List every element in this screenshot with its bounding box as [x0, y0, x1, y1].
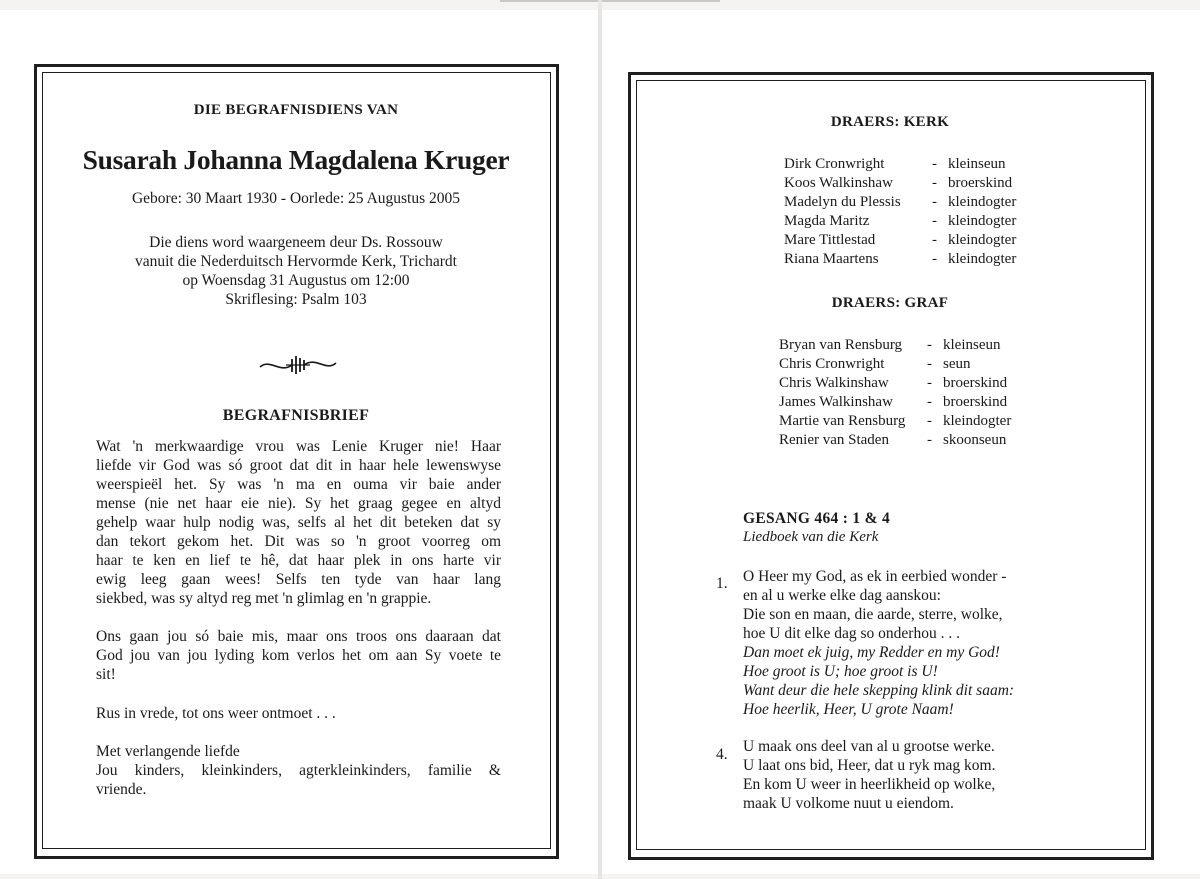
bearer-relation: - seun: [927, 355, 971, 374]
hymn-source: Liedboek van die Kerk: [743, 529, 879, 545]
bearer-relation: - broerskind: [927, 374, 1007, 393]
bearer-name: Koos Walkinshaw: [784, 175, 893, 191]
bearer-row: [784, 250, 1104, 269]
bearer-relation: - kleinseun: [927, 336, 1001, 355]
bearer-row: [779, 412, 1109, 431]
scan-edge-line: [500, 0, 720, 2]
right-page: [602, 10, 1200, 874]
verse-line: en al u werke elke dag aanskou:: [743, 587, 941, 604]
birth-death-dates: Gebore: 30 Maart 1930 - Oorlede: 25 Augustus 2005: [131, 190, 461, 207]
service-line: vanuit die Nederduitsch Hervormde Kerk, Trichardt: [135, 253, 457, 270]
closing-line: Jou kinders, kleinkinders, agterkleinkinders, familie &: [96, 762, 501, 779]
verse-line: O Heer my God, as ek in eerbied wonder -: [743, 568, 1007, 585]
service-line: Die diens word waargeneem deur Ds. Rossouw: [149, 234, 443, 251]
grave-bearers-list: [779, 336, 1109, 450]
bearer-name: Chris Cronwright: [779, 356, 885, 372]
church-bearers-heading: DRAERS: KERK: [830, 114, 950, 130]
bearer-row: [779, 355, 1109, 374]
bearer-row: [779, 336, 1109, 355]
letter-closing: [96, 742, 501, 799]
letter-line: ewig leeg gaan wees! Selfs ten tyde van haar lang: [96, 571, 501, 588]
letter-line: haar te ken en lief te hê, dat haar plek in ons harte vir: [96, 552, 501, 569]
bearer-relation: - kleindogter: [932, 250, 1016, 269]
bearer-relation: - kleinseun: [932, 155, 1006, 174]
service-details: [46, 233, 546, 309]
letter-line: liefde vir God was só groot dat dit in haar hele lewenswyse: [96, 457, 501, 474]
bearer-name: Dirk Cronwright: [784, 156, 885, 172]
bearer-row: [784, 193, 1104, 212]
service-line: op Woensdag 31 Augustus om 12:00: [182, 272, 410, 289]
bearer-name: James Walkinshaw: [779, 394, 893, 410]
bearer-name: Mare Tittlestad: [784, 232, 876, 248]
letter-line: siekbed, was sy altyd reg met 'n glimlag en 'n grappie.: [96, 590, 432, 607]
verse-line: Die son en maan, die aarde, sterre, wolke,: [743, 606, 1003, 623]
ornament-flourish-icon: [256, 352, 340, 376]
chorus-line: Hoe heerlik, Heer, U grote Naam!: [743, 701, 954, 718]
bearer-name: Renier van Staden: [779, 432, 889, 448]
bearer-name: Bryan van Rensburg: [779, 337, 903, 353]
chorus-line: Dan moet ek juig, my Redder en my God!: [743, 644, 1000, 661]
letter-line: sit!: [96, 666, 116, 683]
bearer-relation: - broerskind: [932, 174, 1012, 193]
verse-line: maak U volkome nuut u eiendom.: [743, 795, 954, 812]
left-page: [0, 10, 598, 874]
letter-heading: BEGRAFNISBRIEF: [222, 407, 370, 424]
church-bearers-list: [784, 155, 1104, 269]
letter-paragraph-1: [96, 437, 501, 608]
letter-line: mense (nie net haar eie nie). Sy het graag gegee en altyd: [96, 495, 501, 512]
service-line: Skriflesing: Psalm 103: [225, 291, 367, 308]
bearer-relation: - kleindogter: [932, 193, 1016, 212]
grave-bearers-heading: DRAERS: GRAF: [831, 295, 949, 311]
bearer-relation: - kleindogter: [927, 412, 1011, 431]
bearer-row: [784, 174, 1104, 193]
chorus-line: Want deur die hele skepping klink dit saam:: [743, 682, 1015, 699]
letter-line: weerspieël het. Sy was 'n ma en ouma vir baie ander: [96, 476, 501, 493]
bearer-name: Martie van Rensburg: [779, 413, 906, 429]
deceased-name: Susarah Johanna Magdalena Kruger: [82, 144, 510, 175]
closing-line: Met verlangende liefde: [96, 743, 240, 760]
bearer-row: [779, 431, 1109, 450]
bearer-name: Chris Walkinshaw: [779, 375, 889, 391]
bearer-name: Riana Maartens: [784, 251, 879, 267]
bearer-relation: - kleindogter: [932, 212, 1016, 231]
verse-line: U laat ons bid, Heer, dat u ryk mag kom.: [743, 757, 996, 774]
closing-line: vriende.: [96, 781, 147, 798]
bearer-row: [784, 212, 1104, 231]
bearer-row: [779, 374, 1109, 393]
letter-line: God jou van jou lyding kom verlos het om aan Sy voete te: [96, 647, 501, 664]
bearer-relation: - broerskind: [927, 393, 1007, 412]
verse-line: U maak ons deel van al u grootse werke.: [743, 738, 995, 755]
bearer-relation: - kleindogter: [932, 231, 1016, 250]
verse-1-number: 1.: [716, 575, 728, 592]
verse-1: [743, 567, 1014, 719]
letter-line: gehelp waar hulp nodig was, selfs al het dit beteken dat sy: [96, 514, 501, 531]
hymn-title: GESANG 464 : 1 & 4: [743, 510, 891, 527]
bearer-relation: - skoonseun: [927, 431, 1006, 450]
bearer-row: [779, 393, 1109, 412]
chorus-line: Hoe groot is U; hoe groot is U!: [743, 663, 938, 680]
service-heading: DIE BEGRAFNISDIENS VAN: [193, 102, 399, 118]
verse-line: hoe U dit elke dag so onderhou . . .: [743, 625, 960, 642]
bearer-row: [784, 231, 1104, 250]
verse-4: [743, 737, 996, 813]
verse-4-number: 4.: [716, 746, 728, 763]
bearer-name: Madelyn du Plessis: [784, 194, 901, 210]
verse-line: En kom U weer in heerlikheid op wolke,: [743, 776, 996, 793]
letter-line: Wat 'n merkwaardige vrou was Lenie Kruger nie! Haar: [96, 438, 501, 455]
letter-paragraph-2: [96, 627, 501, 684]
letter-paragraph-3: Rus in vrede, tot ons weer ontmoet . . .: [96, 705, 336, 722]
letter-line: Ons gaan jou só baie mis, maar ons troos ons daaraan dat: [96, 628, 501, 645]
letter-line: dan tekort gekom het. Dit was so 'n groot voorreg om: [96, 533, 501, 550]
bearer-row: [784, 155, 1104, 174]
bearer-name: Magda Maritz: [784, 213, 870, 229]
